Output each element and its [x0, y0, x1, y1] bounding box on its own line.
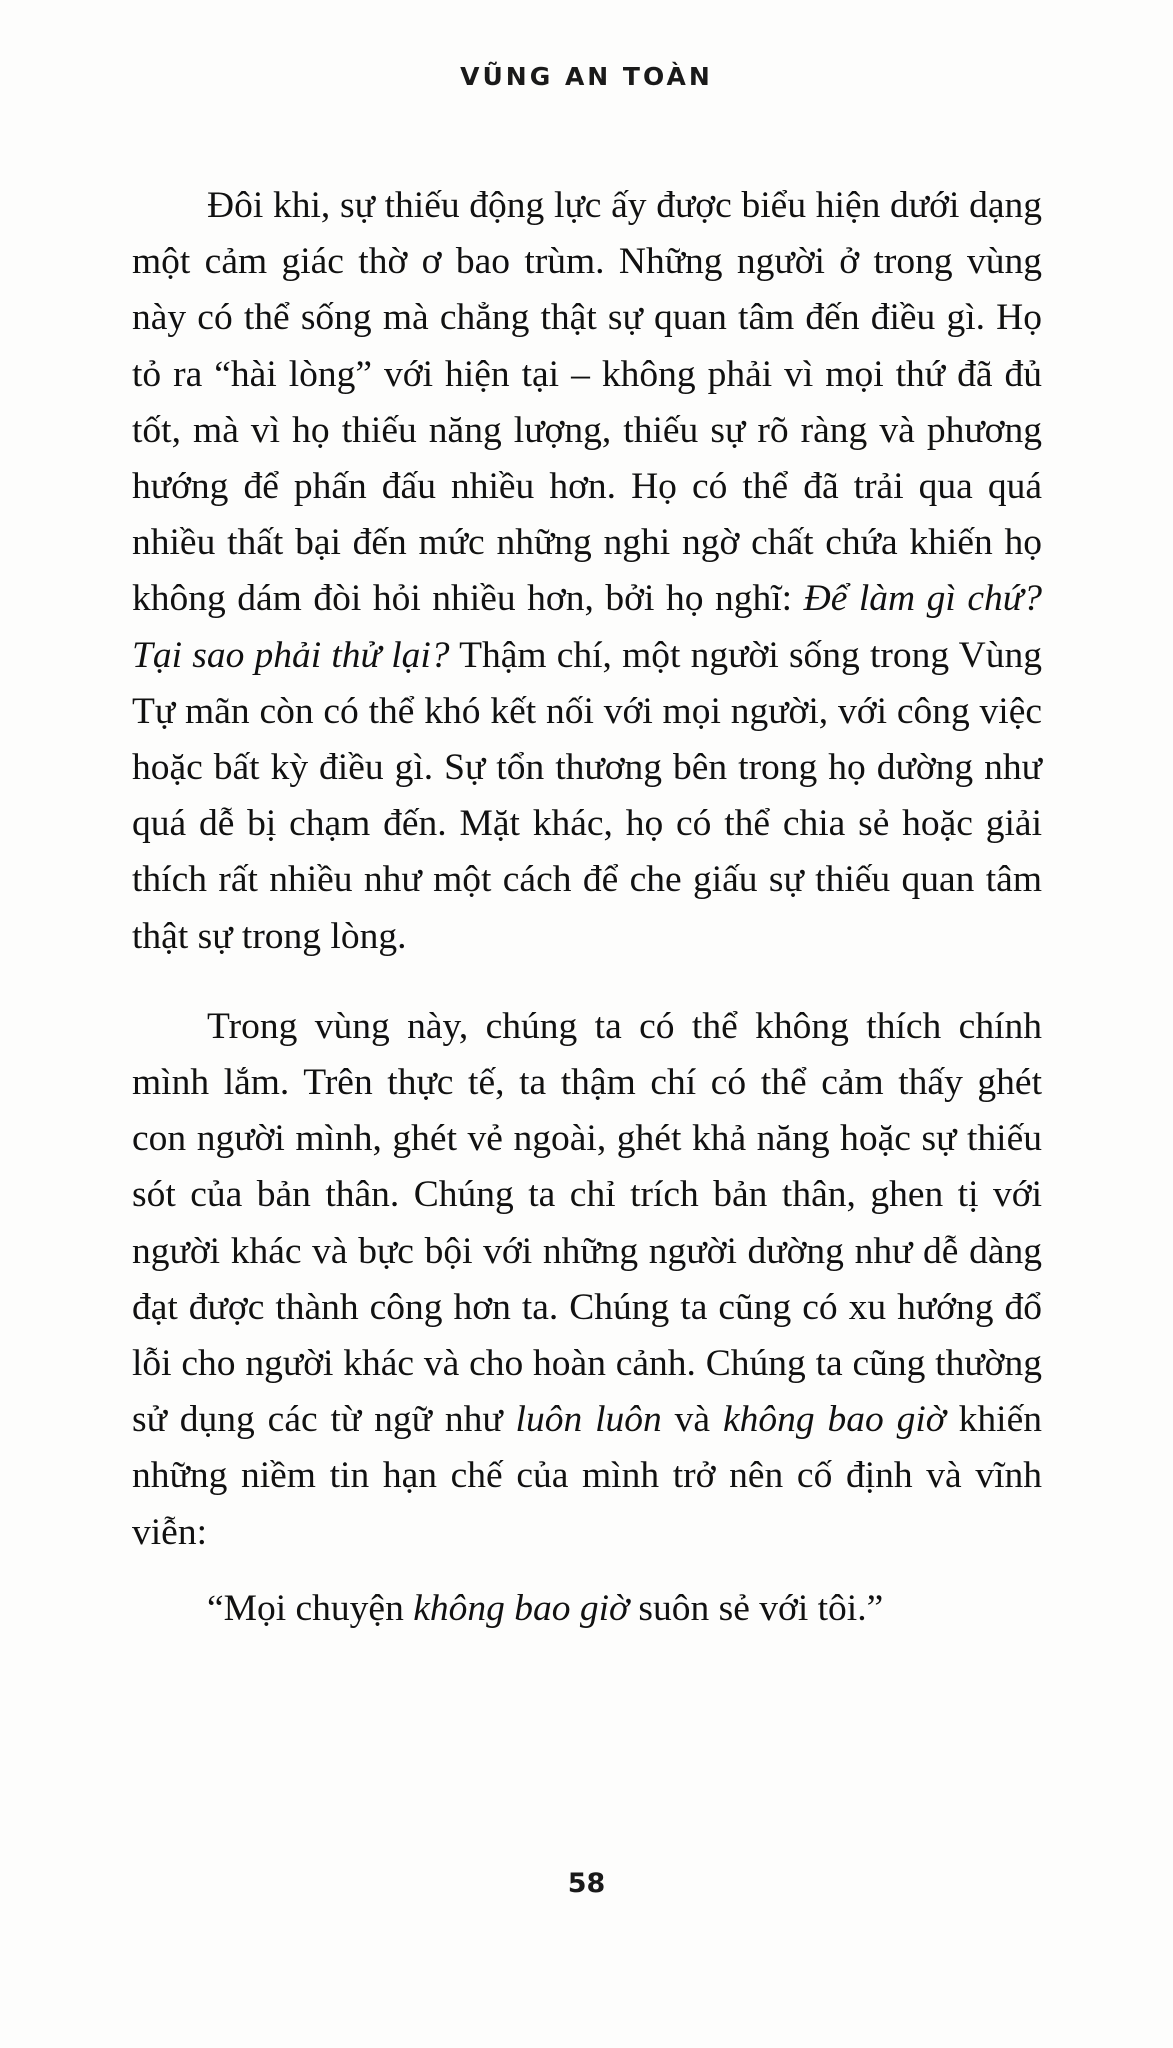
quote-line — [132, 1581, 1042, 1637]
paragraph-2-italic-a: luôn luôn — [515, 1399, 662, 1441]
paragraph-2-italic-b: không bao giờ — [722, 1399, 946, 1441]
paragraph-2-text-c: khiến những niềm tin hạn chế của mình trở nên cố định và vĩnh viễn: — [132, 1399, 1042, 1553]
paragraph-1-text-b: Thậm chí, một người sống trong Vùng Tự mãn còn có thể khó kết nối với mọi người, với công việc hoặc bất kỳ điều gì. Sự tổn thương bên trong họ dường như quá dễ bị chạm đến. Mặt khác, họ có thể chia sẻ hoặc giải thích rất nhiều như một cách để che giấu sự thiếu quan tâm thật sự trong lòng. — [132, 634, 1042, 957]
running-head-title: VŨNG AN TOÀN — [460, 62, 713, 91]
paragraph-1-italic-a: Để làm gì chứ? Tại sao phải thử lại? — [132, 578, 1042, 676]
page-number: 58 — [567, 1868, 606, 1899]
paragraph-2 — [132, 999, 1042, 1561]
quote-italic-a: không bao giờ — [413, 1587, 630, 1629]
quote-text-a: “Mọi chuyện — [207, 1587, 414, 1629]
paragraph-1 — [132, 178, 1042, 965]
quote-text-b: suôn sẻ với tôi.” — [629, 1587, 884, 1629]
body-text — [132, 178, 1042, 1637]
paragraph-1-text-a: Đôi khi, sự thiếu động lực ấy được biểu hiện dưới dạng một cảm giác thờ ơ bao trùm. Những người ở trong vùng này có thể sống mà chẳng thật sự quan tâm đến điều gì. Họ tỏ ra “hài lòng” với hiện tại – không phải vì mọi thứ đã đủ tốt, mà vì họ thiếu năng lượng, thiếu sự rõ ràng và phương hướng để phấn đấu nhiều hơn. Họ có thể đã trải qua quá nhiều thất bại đến mức những nghi ngờ chất chứa khiến họ không dám đòi hỏi nhiều hơn, bởi họ nghĩ: — [132, 185, 1042, 620]
paragraph-2-text-b: và — [661, 1399, 723, 1441]
paragraph-2-text-a: Trong vùng này, chúng ta có thể không thích chính mình lắm. Trên thực tế, ta thậm chí có thể cảm thấy ghét con người mình, ghét vẻ ngoài, ghét khả năng hoặc sự thiếu sót của bản thân. Chúng ta chỉ trích bản thân, ghen tị với người khác và bực bội với những người dường như dễ dàng đạt được thành công hơn ta. Chúng ta cũng có xu hướng đổ lỗi cho người khác và cho hoàn cảnh. Chúng ta cũng thường sử dụng các từ ngữ như — [132, 1005, 1042, 1441]
